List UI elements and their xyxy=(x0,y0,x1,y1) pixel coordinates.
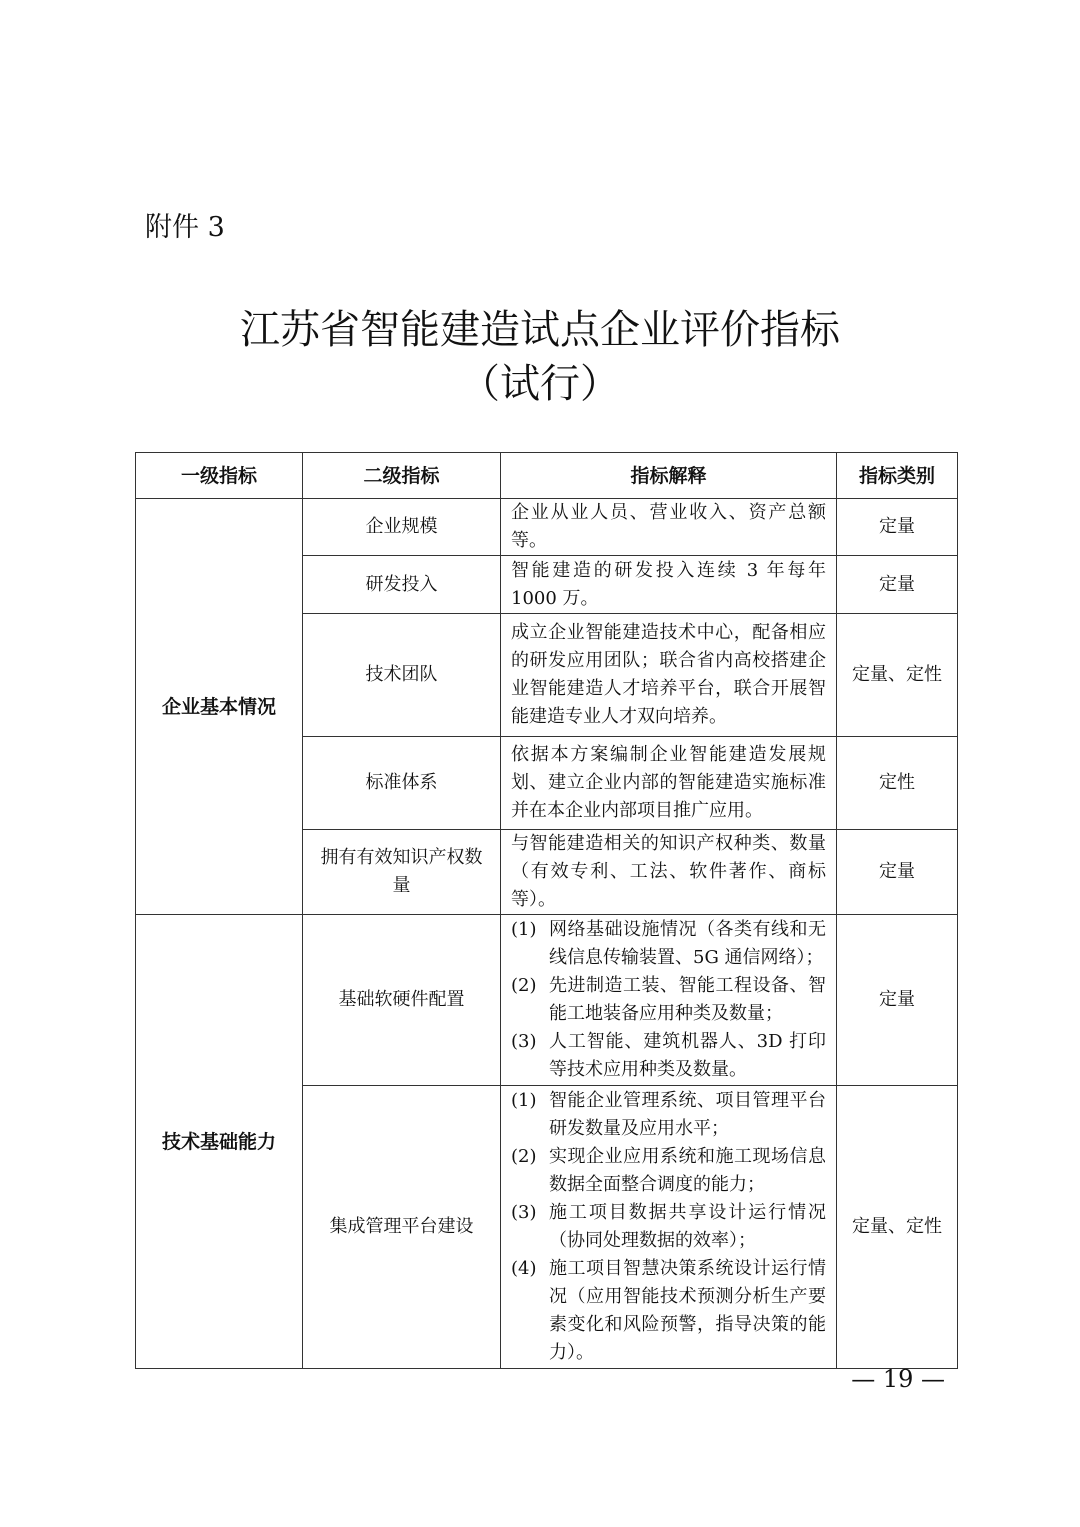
category-cell: 定量 xyxy=(837,499,958,556)
level2-cell: 企业规模 xyxy=(303,499,501,556)
category-cell: 定量、定性 xyxy=(837,1086,958,1369)
explanation-cell: 与智能建造相关的知识产权种类、数量（有效专利、工法、软件著作、商标等）。 xyxy=(501,830,837,915)
category-cell: 定量 xyxy=(837,830,958,915)
item-number: (2) xyxy=(511,975,537,996)
item-text: 施工项目智慧决策系统设计运行情况（应用智能技术预测分析生产要素变化和风险预警，指导决策的能力）。 xyxy=(549,1258,826,1363)
header-level2: 二级指标 xyxy=(303,453,501,499)
level2-cell: 集成管理平台建设 xyxy=(303,1086,501,1369)
header-explanation: 指标解释 xyxy=(501,453,837,499)
level1-cell: 企业基本情况 xyxy=(136,499,303,915)
explanation-cell: 成立企业智能建造技术中心，配备相应的研发应用团队；联合省内高校搭建企业智能建造人才培养平台，联合开展智能建造专业人才双向培养。 xyxy=(501,614,837,737)
list-item xyxy=(511,1087,826,1143)
page-number: — 19 — xyxy=(851,1365,945,1393)
category-cell: 定性 xyxy=(837,737,958,830)
category-cell: 定量 xyxy=(837,915,958,1086)
item-number: (2) xyxy=(511,1146,537,1167)
list-item xyxy=(511,916,826,972)
item-number: (1) xyxy=(511,1090,537,1111)
table-row xyxy=(136,915,958,1086)
item-text: 人工智能、建筑机器人、3D 打印等技术应用种类及数量。 xyxy=(549,1031,826,1080)
header-level1: 一级指标 xyxy=(136,453,303,499)
list-item xyxy=(511,972,826,1028)
list-item xyxy=(511,1255,826,1367)
item-number: (3) xyxy=(511,1202,537,1223)
level2-cell: 标准体系 xyxy=(303,737,501,830)
item-text: 智能企业管理系统、项目管理平台研发数量及应用水平； xyxy=(549,1090,826,1139)
item-text: 实现企业应用系统和施工现场信息数据全面整合调度的能力； xyxy=(549,1146,826,1195)
category-cell: 定量、定性 xyxy=(837,614,958,737)
level1-cell: 技术基础能力 xyxy=(136,915,303,1369)
evaluation-table xyxy=(135,452,958,1369)
table-row xyxy=(136,499,958,556)
list-item xyxy=(511,1199,826,1255)
item-number: (3) xyxy=(511,1031,537,1052)
explanation-cell: 依据本方案编制企业智能建造发展规划、建立企业内部的智能建造实施标准并在本企业内部项目推广应用。 xyxy=(501,737,837,830)
explanation-cell xyxy=(501,915,837,1086)
list-item xyxy=(511,1143,826,1199)
item-text: 施工项目数据共享设计运行情况（协同处理数据的效率）； xyxy=(549,1202,826,1251)
item-text: 先进制造工装、智能工程设备、智能工地装备应用种类及数量； xyxy=(549,975,826,1024)
document-title: 江苏省智能建造试点企业评价指标 xyxy=(240,307,840,353)
attachment-label: 附件 3 xyxy=(145,212,225,243)
level2-cell: 技术团队 xyxy=(303,614,501,737)
level2-cell: 拥有有效知识产权数量 xyxy=(303,830,501,915)
item-number: (1) xyxy=(511,919,537,940)
level2-cell: 基础软硬件配置 xyxy=(303,915,501,1086)
category-cell: 定量 xyxy=(837,556,958,614)
explanation-cell xyxy=(501,1086,837,1369)
explanation-cell: 企业从业人员、营业收入、资产总额等。 xyxy=(501,499,837,556)
level2-cell: 研发投入 xyxy=(303,556,501,614)
header-category: 指标类别 xyxy=(837,453,958,499)
explanation-cell: 智能建造的研发投入连续 3 年每年 1000 万。 xyxy=(501,556,837,614)
item-text: 网络基础设施情况（各类有线和无线信息传输装置、5G 通信网络）； xyxy=(549,919,826,968)
item-number: (4) xyxy=(511,1258,537,1279)
document-subtitle: （试行） xyxy=(460,361,620,407)
list-item xyxy=(511,1028,826,1084)
table-header-row xyxy=(136,453,958,499)
